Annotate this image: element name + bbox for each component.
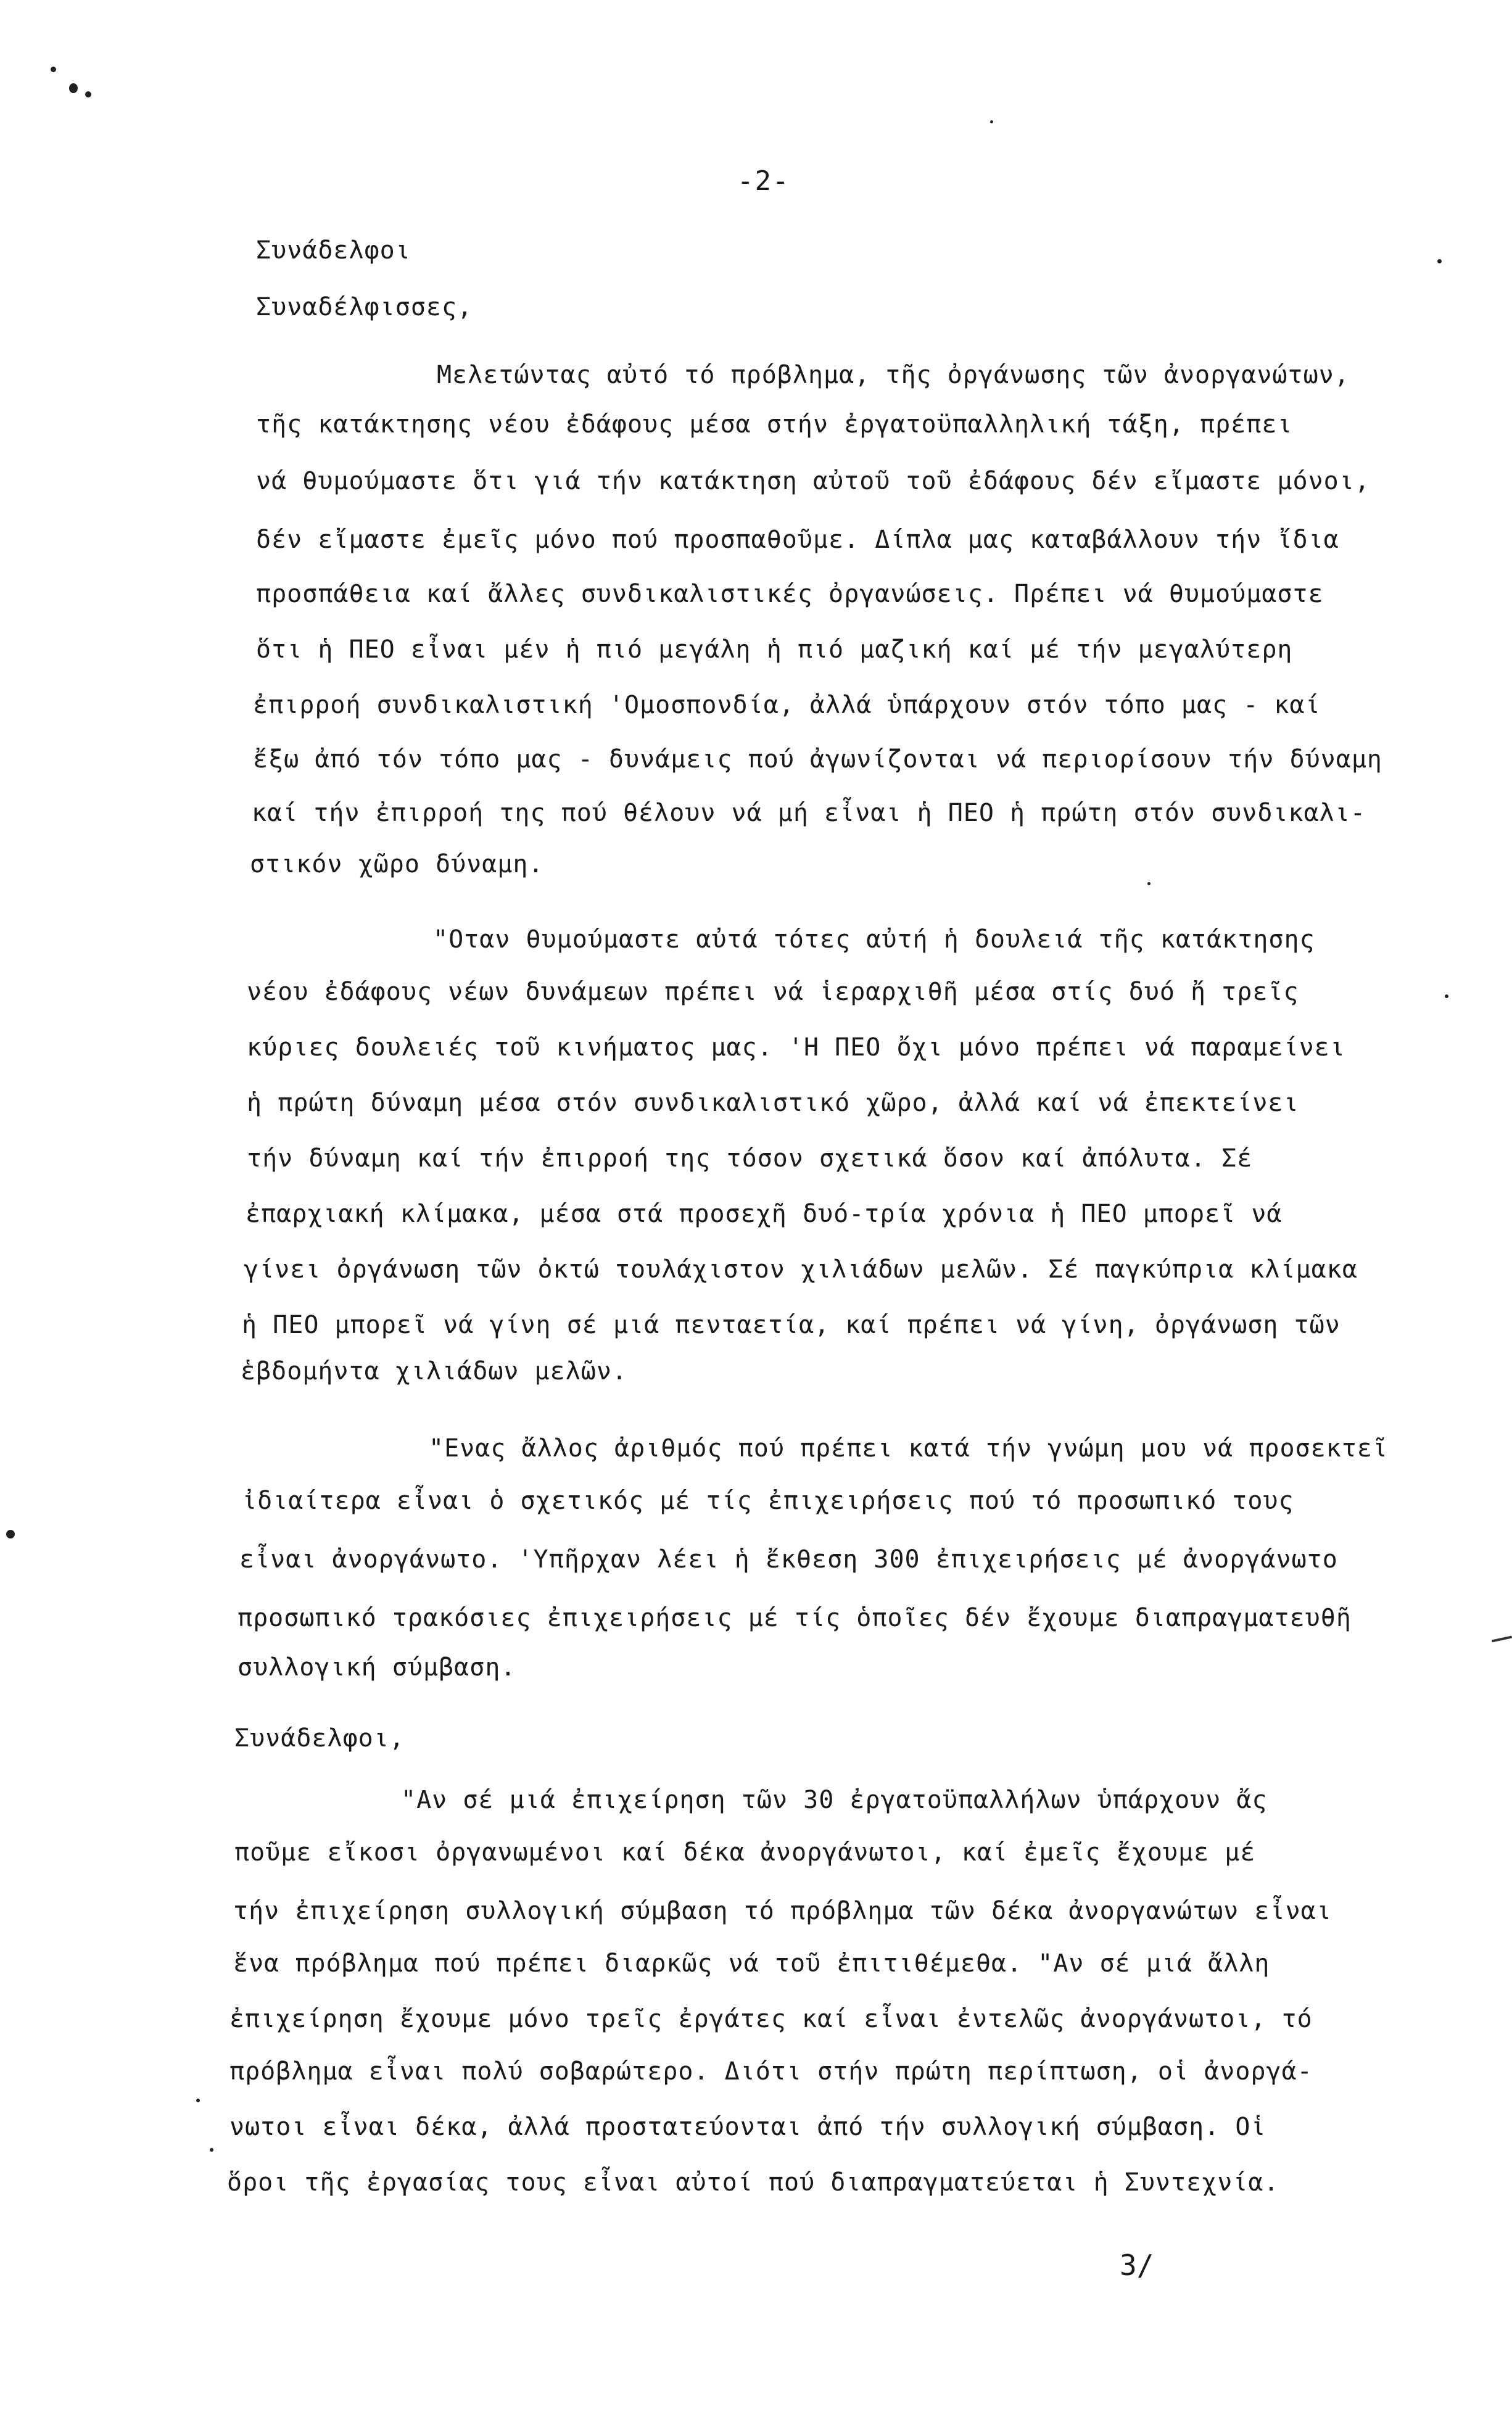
paragraph-line: τήν ἐπιχείρηση συλλογική σύμβαση τό πρόβλημα τῶν δέκα ἀνοργανώτων εἶναι xyxy=(233,1897,1332,1925)
paragraph-line: ἔξω ἀπό τόν τόπο μας - δυνάμεις πού ἀγωνίζονται νά περιορίσουν τήν δύναμη xyxy=(253,745,1382,774)
paragraph-line: "Ενας ἄλλος ἀριθμός πού πρέπει κατά τήν γνώμη μου νά προσεκτεῖ xyxy=(429,1434,1389,1463)
paragraph-line: "Οταν θυμούμαστε αὐτά τότες αὐτή ἡ δουλειά τῆς κατάκτησης xyxy=(433,925,1315,954)
scan-speck xyxy=(1147,882,1151,885)
paragraph-line: ἰδιαίτερα εἶναι ὁ σχετικός μέ τίς ἐπιχειρήσεις πού τό προσωπικό τους xyxy=(242,1487,1294,1515)
paragraph-line: δέν εἴμαστε ἐμεῖς μόνο πού προσπαθοῦμε. Δίπλα μας καταβάλλουν τήν ἴδια xyxy=(256,526,1339,554)
paragraph-line: κύριες δουλειές τοῦ κινήματος μας. 'Η ΠΕΟ ὄχι μόνο πρέπει νά παραμείνει xyxy=(247,1033,1345,1062)
paragraph-line: "Αν σέ μιά ἐπιχείρηση τῶν 30 ἐργατοϋπαλλήλων ὑπάρχουν ἄς xyxy=(401,1786,1268,1814)
paragraph-line: τῆς κατάκτησης νέου ἐδάφους μέσα στήν ἐργατοϋπαλληλική τάξη, πρέπει xyxy=(256,410,1293,439)
paragraph-line: τήν δύναμη καί τήν ἐπιρροή της τόσον σχετικά ὅσον καί ἀπόλυτα. Σέ xyxy=(247,1144,1253,1173)
paragraph-line: Μελετώντας αὐτό τό πρόβλημα, τῆς ὀργάνωσης τῶν ἀνοργανώτων, xyxy=(437,361,1350,389)
scan-speck xyxy=(51,67,56,72)
paragraph-line: συλλογική σύμβαση. xyxy=(238,1653,516,1682)
salutation-line: Συνάδελφοι xyxy=(256,236,411,265)
paragraph-line: νωτοι εἶναι δέκα, ἀλλά προστατεύονται ἀπό τήν συλλογική σύμβαση. Οἱ xyxy=(229,2113,1266,2141)
paragraph-line: ἕνα πρόβλημα πού πρέπει διαρκῶς νά τοῦ ἐπιτιθέμεθα. "Αν σέ μιά ἄλλη xyxy=(233,1949,1270,1978)
salutation-line: Συναδέλφισσες, xyxy=(256,293,473,321)
scan-speck xyxy=(990,120,993,123)
scan-speck xyxy=(1437,259,1442,263)
paragraph-line: ὅτι ἡ ΠΕΟ εἶναι μέν ἡ πιό μεγάλη ἡ πιό μαζική καί μέ τήν μεγαλύτερη xyxy=(256,635,1293,664)
scan-speck xyxy=(1445,994,1448,998)
salutation-line: Συνάδελφοι, xyxy=(234,1724,405,1753)
margin-mark xyxy=(1492,1636,1512,1643)
paragraph-line: στικόν χῶρο δύναμη. xyxy=(250,850,544,878)
paragraph-line: νέου ἐδάφους νέων δυνάμεων πρέπει νά ἱεραρχιθῆ μέσα στίς δυό ἤ τρεῖς xyxy=(247,978,1299,1006)
scan-speck xyxy=(6,1530,15,1538)
paragraph-line: ἐπαρχιακή κλίμακα, μέσα στά προσεχῆ δυό-τρία χρόνια ἡ ΠΕΟ μπορεῖ νά xyxy=(246,1200,1283,1228)
scan-speck xyxy=(210,2148,213,2152)
paragraph-line: ἑβδομήντα χιλιάδων μελῶν. xyxy=(241,1357,628,1386)
paragraph-line: ὅροι τῆς ἐργασίας τους εἶναι αὐτοί πού διαπραγματεύεται ἡ Συντεχνία. xyxy=(227,2168,1279,2197)
paragraph-line: ἡ πρώτη δύναμη μέσα στόν συνδικαλιστικό χῶρο, ἀλλά καί νά ἐπεκτείνει xyxy=(247,1089,1299,1117)
paragraph-line: ἡ ΠΕΟ μπορεῖ νά γίνη σέ μιά πενταετία, καί πρέπει νά γίνη, ὀργάνωση τῶν xyxy=(242,1311,1341,1339)
scan-speck xyxy=(85,91,91,97)
paragraph-line: ποῦμε εἴκοσι ὀργανωμένοι καί δέκα ἀνοργάνωτοι, καί ἐμεῖς ἔχουμε μέ xyxy=(234,1838,1256,1867)
paragraph-line: καί τήν ἐπιρροή της πού θέλουν νά μή εἶναι ἡ ΠΕΟ ἡ πρώτη στόν συνδικαλι- xyxy=(252,799,1366,827)
paragraph-line: ἐπιχείρηση ἔχουμε μόνο τρεῖς ἐργάτες καί εἶναι ἐντελῶς ἀνοργάνωτοι, τό xyxy=(229,2005,1313,2033)
scan-speck xyxy=(196,2099,200,2102)
paragraph-line: νά θυμούμαστε ὅτι γιά τήν κατάκτηση αὐτοῦ τοῦ ἐδάφους δέν εἴμαστε μόνοι, xyxy=(256,467,1370,495)
paragraph-line: πρόβλημα εἶναι πολύ σοβαρώτερο. Διότι στήν πρώτη περίπτωση, οἱ ἀνοργά- xyxy=(229,2057,1313,2086)
paragraph-line: προσπάθεια καί ἄλλες συνδικαλιστικές ὀργανώσεις. Πρέπει νά θυμούμαστε xyxy=(256,580,1324,608)
paragraph-line: προσωπικό τρακόσιες ἐπιχειρήσεις μέ τίς ὁποῖες δέν ἔχουμε διαπραγματευθῆ xyxy=(238,1604,1352,1632)
continuation-marker: 3/ xyxy=(1120,2249,1154,2282)
page-number: -2- xyxy=(737,165,790,197)
scan-speck xyxy=(69,83,78,93)
paragraph-line: ἐπιρροή συνδικαλιστική 'Ομοσπονδία, ἀλλά ὑπάρχουν στόν τόπο μας - καί xyxy=(253,691,1321,719)
paragraph-line: εἶναι ἀνοργάνωτο. 'Υπῆρχαν λέει ἡ ἔκθεση 300 ἐπιχειρήσεις μέ ἀνοργάνωτο xyxy=(239,1545,1338,1574)
paragraph-line: γίνει ὀργάνωση τῶν ὀκτώ τουλάχιστον χιλιάδων μελῶν. Σέ παγκύπρια κλίμακα xyxy=(244,1255,1358,1284)
